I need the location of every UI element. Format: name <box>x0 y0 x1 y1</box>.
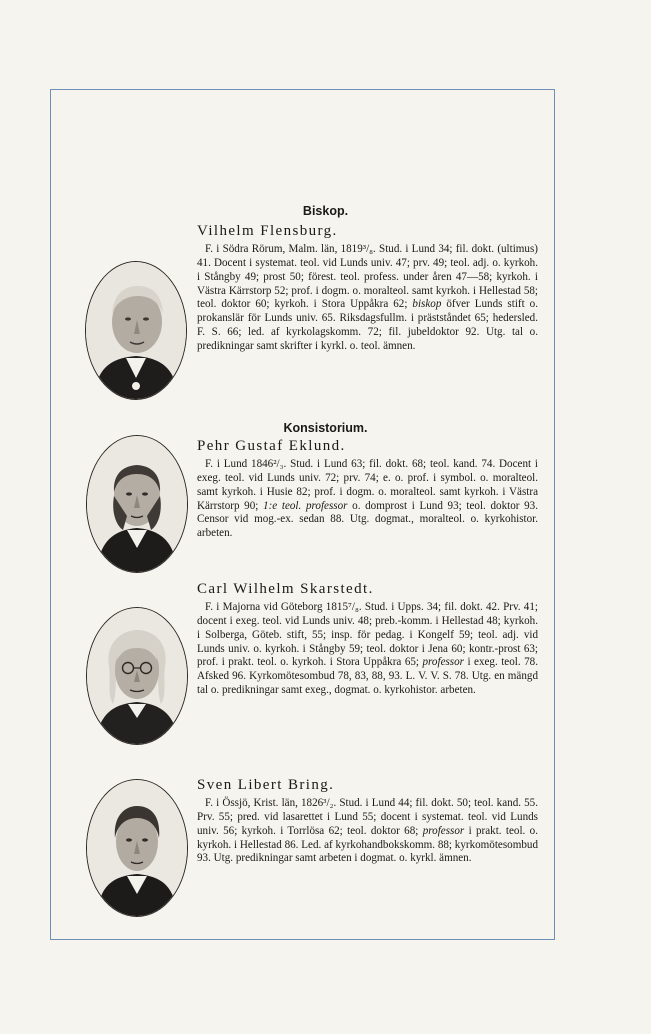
portrait-image <box>87 608 187 744</box>
entry-bio <box>197 797 538 866</box>
portrait-sven-libert-bring <box>86 779 188 917</box>
bio-italic: professor <box>422 656 464 669</box>
portrait-image <box>86 262 186 399</box>
section-title-konsistorium: Konsistorium. <box>283 421 368 435</box>
bio-text: öfver Lunds stift o. prokanslär för Lunds univ. 65. Riksdagsfullm. i prästståndet 65; hedersled. F. S. 66; led. af kyrkolagskomm. 72; fil. jubeldoktor 92. Utg. tal o. predikningar samt skrifter i kyrkl. o. teol. ämnen. <box>197 298 538 352</box>
portrait-carl-wilhelm-skarstedt <box>86 607 188 745</box>
entry-bio <box>197 243 538 354</box>
section-title-biskop: Biskop. <box>302 204 349 218</box>
entry-vilhelm-flensburg <box>197 222 538 354</box>
bio-italic: biskop <box>412 298 442 311</box>
bio-text: i exeg. teol. 78. Afsked 96. Kyrkomötesombud 78, 83, 88, 93. L. V. V. S. 78. Utg. en mängd tal o. predikningar samt exeg., dogmat. o. kyrkohistor. arbeten. <box>197 656 538 697</box>
bio-text: i prakt. teol. o. kyrkoh. i Hellestad 86. Led. af kyrkohandbokskomm. 88; kyrkomötesombud 93. Utg. predikningar samt arbeten i dogmat. o. kyrkl. ämnen. <box>197 824 538 865</box>
entry-carl-wilhelm-skarstedt <box>197 580 538 698</box>
entry-name: Carl Wilhelm Skarstedt. <box>197 581 374 597</box>
bio-text: o. domprost i Lund 93; teol. doktor 93. Censor vid mog.-ex. sedan 88. Utg. dogmat., moralteol. o. kyrkohistor. arbeten. <box>197 499 538 540</box>
portrait-vilhelm-flensburg <box>85 261 187 400</box>
entry-name: Sven Libert Bring. <box>197 777 335 793</box>
bio-text: F. i Lund 1846²/₃. Stud. i Lund 63; fil. dokt. 68; teol. kand. 74. Docent i exeg. teol. vid Lunds univ. 72; prv. 74; e. o. prof. i symbol. o. moralteol. samt kyrkoh. i Husie 82; prof. i dogm. o. moralteol. samt kyrkoh. i Västra Kärrstorp 90; <box>197 458 538 512</box>
entry-name: Pehr Gustaf Eklund. <box>197 438 346 454</box>
entry-bio <box>197 458 538 541</box>
bio-text: F. i Södra Rörum, Malm. län, 1819³/₈. Stud. i Lund 34; fil. dokt. (ultimus) 41. Docent i systemat. teol. vid Lunds univ. 47; prv. 49; teol. adj. o. kyrkoh. i Stångby 49; prost 50; förest. teol. profess. under åren 47—58; kyrkoh. i Västra Kärrstorp 52; prof. i dogm. o. moralteol. samt kyrkoh. i Hellestad 58; teol. doktor 60; kyrkoh. i Stora Uppåkra 62; <box>197 243 538 311</box>
entry-bio <box>197 601 538 698</box>
entry-pehr-gustaf-eklund <box>197 437 538 541</box>
entry-name: Vilhelm Flensburg. <box>197 223 338 239</box>
portrait-pehr-gustaf-eklund <box>86 435 188 573</box>
portrait-image <box>87 780 187 916</box>
portrait-image <box>87 436 187 572</box>
bio-italic: professor <box>422 824 465 837</box>
bio-text: F. i Össjö, Krist. län, 1826³/₂. Stud. i Lund 44; fil. dokt. 50; teol. kand. 55. Prv. 55; pred. vid lasarettet i Lund 55; docent i systemat. teol. vid Lunds univ. 56; kyrkoh. i Torrlösa 62; teol. doktor 68; <box>197 797 538 837</box>
entry-sven-libert-bring <box>197 776 538 866</box>
bio-italic: 1:e teol. professor <box>263 499 348 512</box>
bio-text: F. i Majorna vid Göteborg 1815⁷/₈. Stud. i Upps. 34; fil. dokt. 42. Prv. 41; docent i exeg. teol. vid Lunds univ. 48; preb.-komm. i Hellestad 48; kyrkoh. i Solberga, Göteb. stift, 55; insp. för pedag. i Kongelf 59; teol. adj. vid Lunds univ. o. kyrkoh. i Stångby 59; teol. doktor i Jena 60; kontr.-prost 63; prof. i prakt. teol. o. kyrkoh. i Stora Uppåkra 65; <box>197 601 538 669</box>
